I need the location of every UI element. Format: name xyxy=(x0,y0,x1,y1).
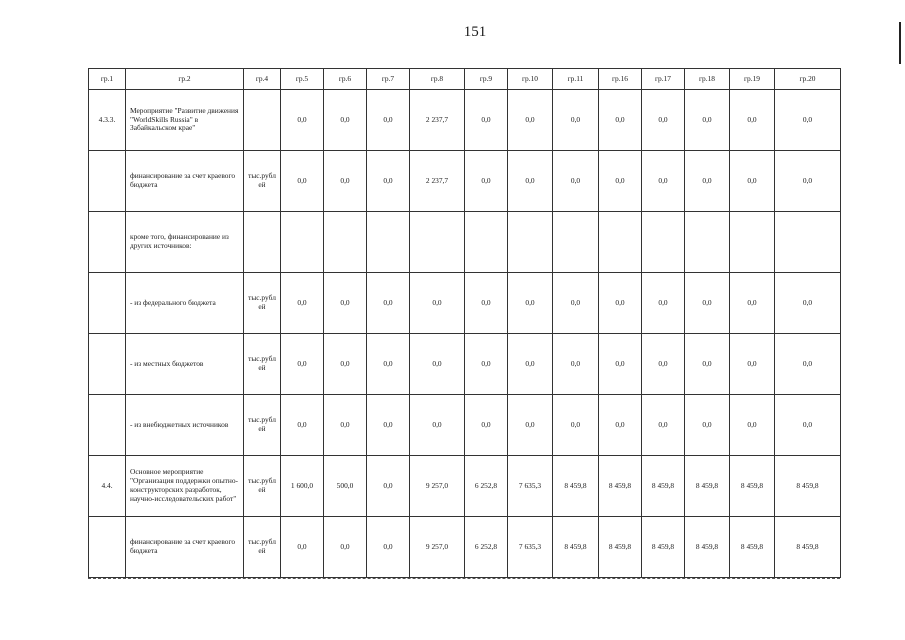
row-name-cell: - из федерального бюджета xyxy=(126,273,244,334)
value-cell: 0,0 xyxy=(367,151,410,212)
value-cell: 0,0 xyxy=(367,90,410,151)
bottom-rule xyxy=(88,578,840,579)
value-cell xyxy=(465,212,508,273)
value-cell xyxy=(367,212,410,273)
value-cell: 0,0 xyxy=(642,90,685,151)
table-row xyxy=(89,212,841,273)
row-unit-cell: тыс.рубл ей xyxy=(244,334,281,395)
row-unit-cell: тыс.рубл ей xyxy=(244,273,281,334)
value-cell: 0,0 xyxy=(508,334,553,395)
value-cell: 0,0 xyxy=(281,395,324,456)
value-cell: 6 252,8 xyxy=(465,517,508,578)
header-cell: гр.5 xyxy=(281,69,324,90)
row-unit-cell: тыс.рубл ей xyxy=(244,151,281,212)
table-row xyxy=(89,456,841,517)
header-cell: гр.9 xyxy=(465,69,508,90)
value-cell: 8 459,8 xyxy=(642,456,685,517)
value-cell: 9 257,0 xyxy=(410,456,465,517)
value-cell: 0,0 xyxy=(508,273,553,334)
header-cell: гр.2 xyxy=(126,69,244,90)
value-cell xyxy=(642,212,685,273)
value-cell: 0,0 xyxy=(465,273,508,334)
value-cell: 0,0 xyxy=(642,334,685,395)
value-cell: 0,0 xyxy=(730,273,775,334)
value-cell xyxy=(553,212,599,273)
value-cell xyxy=(599,212,642,273)
header-row xyxy=(89,69,841,90)
row-unit-cell: тыс.рубл ей xyxy=(244,517,281,578)
header-cell: гр.17 xyxy=(642,69,685,90)
scan-edge-mark xyxy=(899,22,901,64)
header-cell: гр.1 xyxy=(89,69,126,90)
value-cell: 0,0 xyxy=(367,395,410,456)
value-cell: 0,0 xyxy=(367,273,410,334)
value-cell: 500,0 xyxy=(324,456,367,517)
header-cell: гр.20 xyxy=(775,69,841,90)
value-cell: 0,0 xyxy=(324,517,367,578)
row-name-cell: финансирование за счет краевого бюджета xyxy=(126,517,244,578)
value-cell: 8 459,8 xyxy=(553,456,599,517)
table-row xyxy=(89,151,841,212)
row-code-cell xyxy=(89,151,126,212)
row-name-cell: - из местных бюджетов xyxy=(126,334,244,395)
value-cell: 0,0 xyxy=(465,90,508,151)
value-cell: 0,0 xyxy=(553,273,599,334)
value-cell: 0,0 xyxy=(730,334,775,395)
row-name-cell: - из внебюджетных источников xyxy=(126,395,244,456)
value-cell xyxy=(730,212,775,273)
header-cell: гр.16 xyxy=(599,69,642,90)
value-cell: 0,0 xyxy=(281,334,324,395)
header-cell: гр.18 xyxy=(685,69,730,90)
value-cell: 0,0 xyxy=(730,395,775,456)
value-cell: 9 257,0 xyxy=(410,517,465,578)
value-cell: 8 459,8 xyxy=(599,517,642,578)
value-cell xyxy=(281,212,324,273)
row-code-cell xyxy=(89,517,126,578)
value-cell: 0,0 xyxy=(730,90,775,151)
value-cell: 8 459,8 xyxy=(685,456,730,517)
value-cell: 6 252,8 xyxy=(465,456,508,517)
table-row xyxy=(89,334,841,395)
value-cell: 0,0 xyxy=(508,151,553,212)
value-cell: 8 459,8 xyxy=(553,517,599,578)
row-name-cell: финансирование за счет краевого бюджета xyxy=(126,151,244,212)
row-unit-cell: тыс.рубл ей xyxy=(244,395,281,456)
header-cell: гр.7 xyxy=(367,69,410,90)
value-cell: 0,0 xyxy=(465,395,508,456)
value-cell: 0,0 xyxy=(553,395,599,456)
value-cell xyxy=(410,212,465,273)
value-cell: 0,0 xyxy=(685,273,730,334)
row-name-cell: Основное мероприятие "Организация поддержки опытно-конструкторских разработок, научно-исследовательских работ" xyxy=(126,456,244,517)
value-cell: 8 459,8 xyxy=(775,517,841,578)
header-cell: гр.6 xyxy=(324,69,367,90)
row-name-cell: Мероприятие "Развитие движения "WorldSkills Russia" в Забайкальском крае" xyxy=(126,90,244,151)
value-cell: 0,0 xyxy=(775,273,841,334)
value-cell: 0,0 xyxy=(599,273,642,334)
value-cell: 0,0 xyxy=(508,90,553,151)
value-cell: 0,0 xyxy=(685,151,730,212)
value-cell: 8 459,8 xyxy=(642,517,685,578)
value-cell: 0,0 xyxy=(324,334,367,395)
value-cell: 0,0 xyxy=(775,395,841,456)
value-cell: 0,0 xyxy=(642,395,685,456)
value-cell: 0,0 xyxy=(599,395,642,456)
header-cell: гр.11 xyxy=(553,69,599,90)
row-code-cell xyxy=(89,212,126,273)
value-cell: 0,0 xyxy=(599,151,642,212)
value-cell: 8 459,8 xyxy=(730,456,775,517)
value-cell: 0,0 xyxy=(410,334,465,395)
value-cell: 0,0 xyxy=(465,151,508,212)
value-cell: 0,0 xyxy=(324,273,367,334)
value-cell: 0,0 xyxy=(642,273,685,334)
budget-table xyxy=(88,68,841,578)
value-cell: 0,0 xyxy=(281,151,324,212)
value-cell: 0,0 xyxy=(281,273,324,334)
value-cell: 0,0 xyxy=(367,456,410,517)
value-cell: 0,0 xyxy=(465,334,508,395)
value-cell xyxy=(775,212,841,273)
value-cell: 2 237,7 xyxy=(410,151,465,212)
table-row xyxy=(89,517,841,578)
value-cell: 0,0 xyxy=(410,395,465,456)
row-code-cell xyxy=(89,273,126,334)
header-cell: гр.4 xyxy=(244,69,281,90)
value-cell: 0,0 xyxy=(281,517,324,578)
row-code-cell xyxy=(89,334,126,395)
value-cell: 0,0 xyxy=(685,334,730,395)
value-cell xyxy=(685,212,730,273)
row-name-cell: кроме того, финансирование из других источников: xyxy=(126,212,244,273)
row-code-cell: 4.3.3. xyxy=(89,90,126,151)
table-row xyxy=(89,273,841,334)
value-cell: 0,0 xyxy=(685,90,730,151)
value-cell: 0,0 xyxy=(281,90,324,151)
value-cell: 0,0 xyxy=(367,517,410,578)
value-cell: 0,0 xyxy=(599,334,642,395)
value-cell: 8 459,8 xyxy=(730,517,775,578)
value-cell: 0,0 xyxy=(324,151,367,212)
value-cell: 0,0 xyxy=(775,90,841,151)
value-cell: 1 600,0 xyxy=(281,456,324,517)
value-cell: 8 459,8 xyxy=(775,456,841,517)
table-row xyxy=(89,395,841,456)
value-cell: 0,0 xyxy=(324,90,367,151)
value-cell: 7 635,3 xyxy=(508,517,553,578)
row-code-cell xyxy=(89,395,126,456)
header-cell: гр.19 xyxy=(730,69,775,90)
value-cell: 8 459,8 xyxy=(599,456,642,517)
value-cell: 0,0 xyxy=(324,395,367,456)
row-code-cell: 4.4. xyxy=(89,456,126,517)
value-cell: 0,0 xyxy=(775,151,841,212)
value-cell: 0,0 xyxy=(642,151,685,212)
value-cell: 8 459,8 xyxy=(685,517,730,578)
table-row xyxy=(89,90,841,151)
page-number: 151 xyxy=(463,24,487,40)
value-cell: 2 237,7 xyxy=(410,90,465,151)
row-unit-cell xyxy=(244,90,281,151)
row-unit-cell: тыс.рубл ей xyxy=(244,456,281,517)
value-cell: 7 635,3 xyxy=(508,456,553,517)
value-cell: 0,0 xyxy=(410,273,465,334)
value-cell: 0,0 xyxy=(685,395,730,456)
header-cell: гр.8 xyxy=(410,69,465,90)
row-unit-cell xyxy=(244,212,281,273)
value-cell: 0,0 xyxy=(553,334,599,395)
value-cell: 0,0 xyxy=(599,90,642,151)
value-cell: 0,0 xyxy=(367,334,410,395)
value-cell xyxy=(324,212,367,273)
value-cell: 0,0 xyxy=(553,151,599,212)
value-cell: 0,0 xyxy=(730,151,775,212)
value-cell: 0,0 xyxy=(553,90,599,151)
header-cell: гр.10 xyxy=(508,69,553,90)
value-cell xyxy=(508,212,553,273)
value-cell: 0,0 xyxy=(775,334,841,395)
value-cell: 0,0 xyxy=(508,395,553,456)
